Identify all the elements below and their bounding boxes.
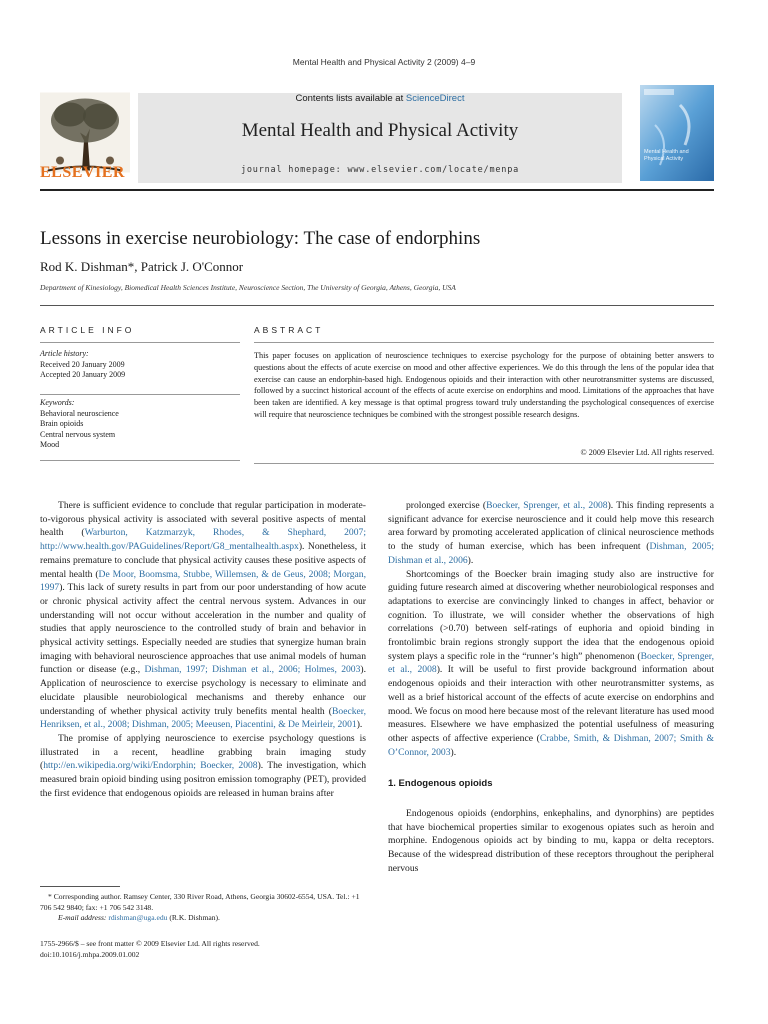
keywords-divider — [40, 460, 240, 461]
author-email-link[interactable]: rdishman@uga.edu — [108, 913, 168, 922]
citation-link[interactable]: De Moor, Boomsma, Stubbe, Willemsen, & de Geus, 2008; Morgan, 1997 — [40, 568, 366, 594]
contents-prefix: Contents lists available at — [295, 93, 406, 104]
received-date: Received 20 January 2009 — [40, 359, 125, 369]
author-affiliation: Department of Kinesiology, Biomedical Health Sciences Institute, Neuroscience Section, The University of Georgia, Athens, Georgia, USA — [40, 283, 456, 292]
header-divider — [40, 189, 714, 191]
keywords-label: Keywords: — [40, 398, 75, 407]
abstract-text: This paper focuses on application of neuroscience techniques to exercise psychology for the purpose of obtaining better answers to questions about the effects of acute exercise on mood and other affective experiences. We do this through the lens of the popular idea that exercise can cause an endorphin-based high. Endogenous opioids and their interaction with other neurotransmitter systems are discussed, followed by a succinct historical account of the effects of acute exercise on endorphins and mood. Limitations of the approaches that have been taken are identified. A key message is that optimal progress toward truly understanding the psychological consequences of exercise will require that neuroscience techniques be combined with the strongest possible research designs. — [254, 351, 714, 419]
article-authors: Rod K. Dishman*, Patrick J. O'Connor — [40, 259, 244, 274]
history-divider — [40, 394, 240, 395]
issn-line: 1755-2966/$ – see front matter © 2009 Elsevier Ltd. All rights reserved. — [40, 939, 260, 948]
text-run: ). This lack of surety results in part from our poor understanding of how acute or chronic physical activity affect the central nervous system. Advances in our understanding will not occur without acceleration in the number and quality of studies that apply neuroscience to the controlled study of brain and behavior in physical activity settings. Especially needed are studies that synergize human brain imaging with behavioral neuroscience approaches that use animal models of human function or disease (e.g., — [40, 582, 366, 676]
text-run: ). Application of neuroscience to exercise psychology is necessary to eliminate and elucidate plausible neurobiological mechanisms and thereby enhance our understanding of whether physical activity truly benefits mental health ( — [40, 664, 366, 717]
citation-link[interactable]: Dishman, 1997; Dishman et al., 2006; Holmes, 2003 — [144, 664, 361, 676]
contents-line — [138, 93, 622, 104]
text-run: ). This finding represents a significant advance for exercise neuroscience and it could help move this research area forward by promoting accelerated application of clinical neuroscience methods to the study of human exercise, which has been infrequent ( — [388, 500, 714, 553]
article-info-heading: ARTICLE INFO — [40, 325, 135, 335]
text-run: ). — [356, 719, 363, 731]
accepted-date: Accepted 20 January 2009 — [40, 370, 126, 379]
text-run: ). The investigation, which measured brain opioid binding using positron emission tomography (PET), provided the first evidence that endogenous opioids are released in human brains after — [40, 760, 367, 799]
text-run: ). — [450, 746, 457, 758]
abstract-bottom-divider — [254, 463, 714, 464]
citation-link[interactable]: Boecker, Henriksen, et al., 2008; Dishman, 2005; Meeusen, Piacentini, & De Meirleir, 2001 — [40, 705, 366, 731]
corresponding-author-footnote — [40, 892, 366, 924]
text-run: ). Nonetheless, it remains premature to conclude that physical activity causes these positive aspects of mental health ( — [40, 541, 366, 580]
paragraph — [388, 568, 714, 760]
text-run: ). — [467, 554, 474, 566]
svg-text:Mental Health and: Mental Health and — [644, 149, 689, 155]
body-column-left — [40, 499, 366, 800]
journal-homepage[interactable]: journal homepage: www.elsevier.com/locate/menpa — [240, 165, 520, 175]
citation-link[interactable]: http://en.wikipedia.org/wiki/Endorphin; Boecker, 2008 — [43, 760, 258, 772]
citation-link[interactable]: Boecker, Sprenger, et al., 2008 — [388, 650, 714, 676]
journal-cover-image — [640, 85, 714, 181]
article-history — [40, 349, 240, 381]
section-heading: 1. Endogenous opioids — [388, 778, 493, 790]
abstract-copyright: © 2009 Elsevier Ltd. All rights reserved. — [580, 448, 714, 457]
keyword: Mood — [40, 440, 60, 449]
article-history-label: Article history: — [40, 349, 89, 358]
paragraph — [40, 499, 366, 732]
footnote-divider — [40, 886, 120, 887]
publisher-wordmark: ELSEVIER — [40, 164, 125, 181]
email-label: E-mail address: — [58, 913, 109, 922]
text-run: There is sufficient evidence to conclude that regular participation in moderate-to-vigorous physical activity is associated with several positive aspects of mental health ( — [40, 500, 366, 539]
journal-citation: Mental Health and Physical Activity 2 (2009) 4–9 — [292, 57, 476, 67]
keyword: Central nervous system — [40, 429, 116, 439]
keyword: Behavioral neuroscience — [40, 408, 119, 418]
paragraph — [388, 499, 714, 568]
email-suffix: (R.K. Dishman). — [167, 913, 220, 922]
article-title: Lessons in exercise neurobiology: The case of endorphins — [40, 228, 481, 249]
text-run: The promise of applying neuroscience to exercise psychology questions is illustrated in a recent, headline grabbing brain imaging study ( — [40, 732, 366, 772]
footnote-text: * Corresponding author. Ramsey Center, 330 River Road, Athens, Georgia 30602-6554, USA. Tel.: +1 706 542 9840; fax: +1 706 542 3148. — [40, 892, 360, 912]
text-run: Shortcomings of the Boecker brain imaging study also are instructive for guiding future research aimed at discovering whether neurobiological responses and adaptations to exercise are convincingly linked to changes in affect, behavior or cognition. To illustrate, we will consider whether the observations of high correlations (>0.70) between self-ratings of euphoria and opioid binding in frontolimbic brain regions strongly support the idea that the endogenous opioid system plays a specific role in the “runner’s high” phenomenon ( — [388, 568, 714, 662]
svg-text:Physical Activity: Physical Activity — [644, 156, 684, 162]
text-run: prolonged exercise ( — [406, 500, 487, 511]
paragraph — [40, 732, 366, 801]
keywords-block — [40, 398, 240, 451]
paragraph — [388, 807, 714, 876]
keyword: Brain opioids — [40, 419, 84, 428]
article-info-divider — [40, 342, 240, 343]
citation-link[interactable]: Dishman, 2005; Dishman et al., 2006 — [388, 541, 714, 566]
text-run: ). It will be useful to first provide background information about endogenous opioids and their interaction with other neurotransmitter systems, as well as a brief historical account of the effects of acute exercise on endorphins and mood. We focus on mood here because most of the relevant literature has used mood measures. Elsewhere we have emphasized the potential usefulness of measuring other aspects of affective experience ( — [388, 664, 714, 744]
front-matter-info — [40, 938, 260, 960]
citation-link[interactable]: Boecker, Sprenger, et al., 2008 — [486, 500, 608, 511]
body-column-right — [388, 499, 714, 876]
citation-link[interactable]: Crabbe, Smith, & Dishman, 2007; Smith & O’Connor, 2003 — [388, 732, 714, 758]
title-divider — [40, 305, 714, 306]
text-run: Endogenous opioids (endorphins, enkephalins, and dynorphins) are peptides that have biochemical properties similar to exogenous opiates such as heroin and morphine. Endogenous opioids act by binding to mu, kappa or delta receptors. Because of the widespread distribution of these receptors throughout the peripheral nervous — [388, 808, 714, 874]
sciencedirect-link[interactable]: ScienceDirect — [405, 93, 465, 104]
abstract-heading: ABSTRACT — [254, 325, 324, 335]
doi-line[interactable]: doi:10.1016/j.mhpa.2009.01.002 — [40, 950, 140, 959]
citation-link[interactable]: Warburton, Katzmarzyk, Rhodes, & Shephard, 2007; http://www.health.gov/PAGuidelines/Report/G8_mentalhealth.aspx — [40, 527, 366, 553]
journal-title: Mental Health and Physical Activity — [241, 120, 519, 141]
abstract-divider — [254, 342, 714, 343]
